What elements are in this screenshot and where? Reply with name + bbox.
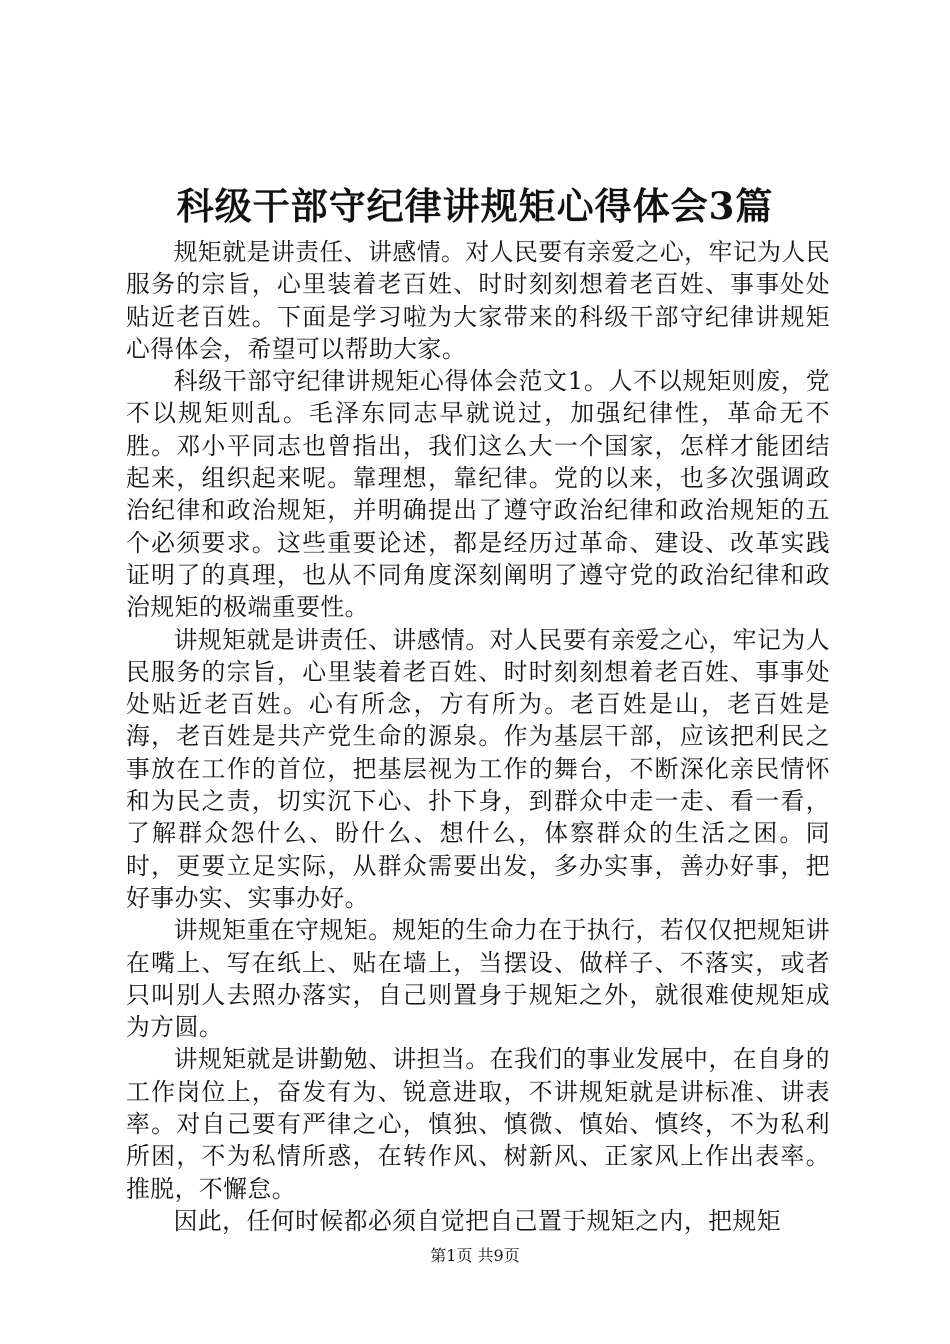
paragraph-sample-1: 科级干部守纪律讲规矩心得体会范文1。人不以规矩则废，党不以规矩则乱。毛泽东同志早就说过，加强纪律性，革命无不胜。邓小平同志也曾指出，我们这么大一个国家，怎样才能团结起来，组织起来呢。靠理想，靠纪律。党的以来，也多次强调政治纪律和政治规矩，并明确提出了遵守政治纪律和政治规矩的五个必须要求。这些重要论述，都是经历过革命、建设、改革实践证明了的真理，也从不同角度深刻阐明了遵守党的政治纪律和政治规矩的极端重要性。 [126,367,830,622]
paragraph-conclusion: 因此，任何时候都必须自觉把自己置于规矩之内，把规矩 [173,1206,782,1235]
paragraph-responsibility: 讲规矩就是讲责任、讲感情。对人民要有亲爱之心，牢记为人民服务的宗旨，心里装着老百姓、时时刻刻想着老百姓、事事处处贴近老百姓。心有所念，方有所为。老百姓是山，老百姓是海，老百姓是共产党生命的源泉。作为基层干部，应该把利民之事放在工作的首位，把基层视为工作的舞台，不断深化亲民情怀和为民之责，切实沉下心、扑下身，到群众中走一走、看一看，了解群众怨什么、盼什么、想什么，体察群众的生活之困。同时，更要立足实际，从群众需要出发，多办实事，善办好事，把好事办实、实事办好。 [126,625,830,912]
page-number: 第1页 共9页 [430,1246,520,1265]
document-body [126,236,830,1237]
document-title: 科级干部守纪律讲规矩心得体会3篇 [176,184,774,228]
paragraph-keep-rules: 讲规矩重在守规矩。规矩的生命力在于执行，若仅仅把规矩讲在嘴上、写在纸上、贴在墙上，当摆设、做样子、不落实，或者只叫别人去照办落实，自己则置身于规矩之外，就很难使规矩成为方圆。 [126,916,830,1042]
paragraph-intro: 规矩就是讲责任、讲感情。对人民要有亲爱之心，牢记为人民服务的宗旨，心里装着老百姓、时时刻刻想着老百姓、事事处处贴近老百姓。下面是学习啦为大家带来的科级干部守纪律讲规矩心得体会，希望可以帮助大家。 [126,238,830,363]
paragraph-diligence: 讲规矩就是讲勤勉、讲担当。在我们的事业发展中，在自身的工作岗位上，奋发有为、锐意进取，不讲规矩就是讲标准、讲表率。对自己要有严律之心，慎独、慎微、慎始、慎终，不为私利所困，不为私情所惑，在转作风、树新风、正家风上作出表率。推脱，不懈怠。 [126,1045,830,1203]
